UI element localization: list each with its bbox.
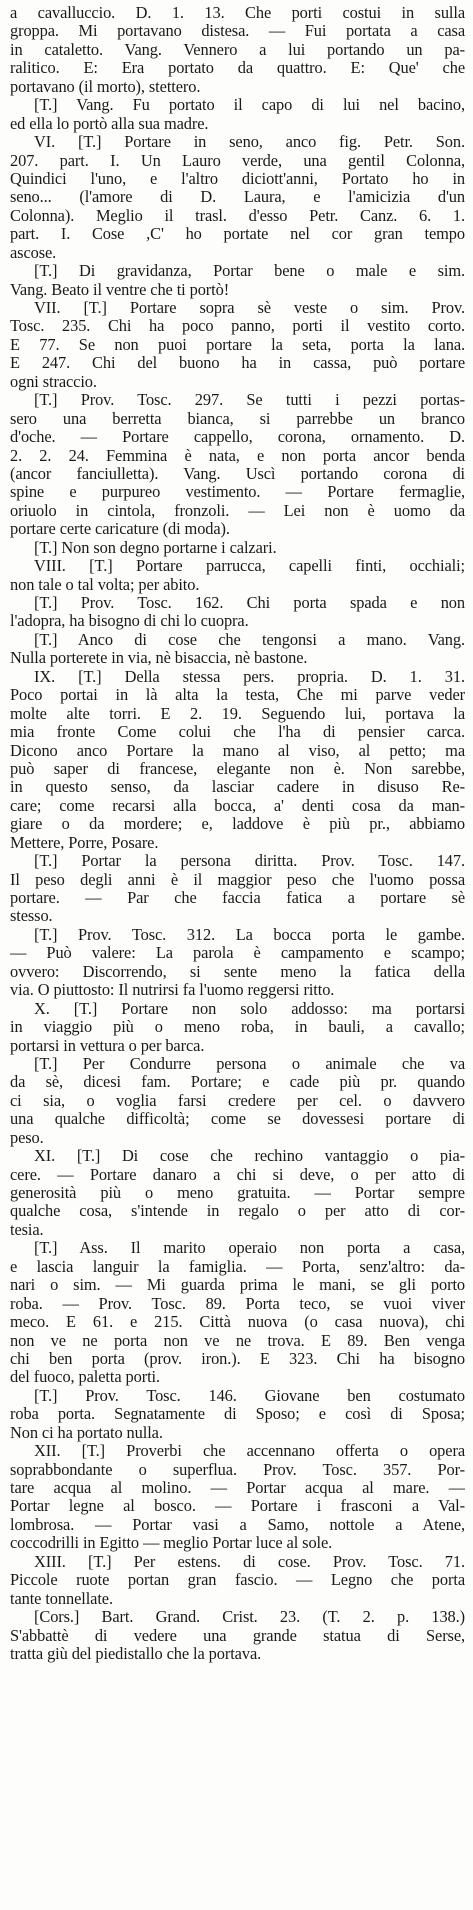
text-line: IX. [T.] Della stessa pers. propria. D. 1. 31. — [34, 667, 465, 686]
text-line: portavano (il morto), stettero. — [10, 77, 201, 96]
text-line: portare certe caricature (di moda). — [10, 520, 230, 539]
text-line: via. O piuttosto: Il nutrirsi fa l'uomo reggersi ritto. — [10, 981, 335, 1000]
text-line: [T.] Di gravidanza, Portar bene o male e sim. — [34, 262, 465, 281]
text-line: — Può valere: La parola è campamento e scampo; — [10, 944, 465, 963]
text-line: part. I. Cose ,C' ho portate nel cor gran tempo — [10, 225, 465, 244]
text-line: tesia. — [10, 1220, 44, 1239]
text-line: sero una berretta bianca, si parrebbe un branco — [10, 409, 465, 428]
text-line: Dicono anco Portare la mano al viso, al petto; ma — [10, 741, 465, 760]
text-line: meco. E 61. e 215. Città nuova (o casa nuova), chi — [10, 1313, 465, 1332]
text-line: mia fronte Come colui che l'ha di pensier carca. — [10, 723, 465, 742]
text-line: [T.] Prov. Tosc. 162. Chi porta spada e non — [34, 594, 465, 612]
text-line: oriuolo in cintola, fronzoli. — Lei non è uomo da — [10, 501, 465, 520]
text-line: non tale o tal volta; per abito. — [10, 575, 200, 594]
text-line: E 247. Chi del buono ha in cassa, può portare — [10, 354, 465, 373]
text-line: Mettere, Porre, Posare. — [10, 833, 159, 852]
text-line: [T.] Non son degno portarne i calzari. — [34, 538, 277, 557]
text-line: d'oche. — Portare cappello, corona, ornamento. D. — [10, 428, 465, 447]
text-line: l'adopra, ha bisogno di chi lo cuopra. — [10, 612, 249, 631]
text-line: X. [T.] Portare non solo addosso: ma portarsi — [34, 999, 465, 1018]
text-line: [Cors.] Bart. Grand. Crist. 23. (T. 2. p. 138.) — [34, 1608, 465, 1627]
text-line: peso. — [10, 1128, 44, 1147]
text-line: ascose. — [10, 243, 57, 262]
text-line: spine e purpureo vestimento. — Portare fermaglie, — [10, 483, 465, 502]
text-line: generosità più o meno gratuita. — Portar sempre — [10, 1184, 465, 1202]
text-line: [T.] Prov. Tosc. 297. Se tutti i pezzi portas- — [34, 391, 465, 410]
text-line: Vang. Beato il ventre che ti portò! — [10, 280, 230, 299]
text-line: ovvero: Discorrendo, si sente meno la fatica della — [10, 962, 465, 981]
text-line: 207. part. I. Un Lauro verde, una gentil Colonna, — [10, 151, 465, 170]
text-line: in viaggio più o meno roba, in bauli, a cavallo; — [10, 1018, 465, 1037]
text-line: E 77. Se non puoi portare la seta, porta la lana. — [10, 335, 465, 354]
text-line: Piccole ruote portan gran fascio. — Legno che porta — [10, 1571, 465, 1590]
text-line: tante tonnellate. — [10, 1589, 113, 1608]
text-line: Colonna). Meglio il trasl. d'esso Petr. Canz. 6. 1. — [10, 206, 465, 225]
text-line: VIII. [T.] Portare parrucca, capelli finti, occhiali; — [34, 557, 465, 576]
text-line: a cavalluccio. D. 1. 13. Che porti costui in sulla — [10, 4, 465, 22]
text-line: Tosc. 235. Chi ha poco panno, porti il vestito corto. — [10, 317, 465, 336]
text-line: Poco portai in là alta la testa, Che mi parve veder — [10, 686, 465, 705]
text-line: chi ben porta (prov. iron.). E 323. Chi ha bisogno — [10, 1349, 465, 1368]
text-line: nari o sim. — Mi guarda prima le mani, se gli porto — [10, 1276, 465, 1295]
text-line: roba. — Prov. Tosc. 89. Porta teco, se vuoi viver — [10, 1294, 465, 1313]
text-line: una qualche difficoltà; come se dovessesi portare di — [10, 1110, 465, 1129]
text-line: XII. [T.] Proverbi che accennano offerta o opera — [34, 1442, 465, 1461]
text-line: Portar legne al bosco. — Portare i frasconi a Val- — [10, 1497, 465, 1516]
text-line: tratta giù del piedistallo che la portava. — [10, 1644, 262, 1663]
text-line: molte alte torri. E 2. 19. Seguendo lui, portava la — [10, 704, 465, 723]
text-line: può saper di francese, elegante non è. Non sarebbe, — [10, 759, 465, 778]
text-line: Nulla porterete in via, nè bisaccia, nè bastone. — [10, 649, 308, 668]
text-line: ogni straccio. — [10, 372, 97, 391]
text-line: stesso. — [10, 907, 53, 926]
text-line: Non ci ha portato nulla. — [10, 1423, 163, 1442]
text-line: [T.] Prov. Tosc. 312. La bocca porta le gambe. — [34, 925, 465, 944]
text-line: e lascia languir la famiglia. — Porta, senz'altro: da- — [10, 1257, 465, 1276]
text-line: [T.] Prov. Tosc. 146. Giovane ben costumato — [34, 1386, 465, 1405]
text-line: care; come recarsi alla bocca, a' denti cosa da man- — [10, 796, 465, 815]
text-line: ci sia, o voglia farsi credere per cel. o davvero — [10, 1091, 465, 1110]
text-line: Il peso degli anni è il maggior peso che l'uomo possa — [10, 870, 465, 889]
text-line: ed ella lo portò alla sua madre. — [10, 114, 209, 133]
text-line: [T.] Ass. Il marito operaio non porta a casa, — [34, 1239, 465, 1258]
text-line: groppa. Mi portavano distesa. — Fui portata a casa — [10, 22, 465, 41]
text-line: del fuoco, paletta porti. — [10, 1368, 160, 1387]
text-line: giare o da mordere; e, laddove è più pr., abbiamo — [10, 815, 465, 834]
text-line: coccodrilli in Egitto — meglio Portar luce al sole. — [10, 1534, 333, 1553]
text-line: cere. — Portare danaro a chi si deve, o per atto di — [10, 1165, 465, 1184]
text-line: non ve ne porta non ve ne trova. E 89. Ben venga — [10, 1331, 465, 1350]
text-line: in cataletto. Vang. Vennero a lui portando un pa- — [10, 40, 465, 59]
text-line: [T.] Per Condurre persona o animale che va — [34, 1054, 465, 1073]
text-line: roba porta. Segnatamente di Sposo; e così di Sposa; — [10, 1405, 465, 1424]
text-line: [T.] Vang. Fu portato il capo di lui nel bacino, — [34, 96, 465, 115]
text-line: [T.] Portar la persona diritta. Prov. Tosc. 147. — [34, 852, 465, 871]
text-line: (ancor fanciulletta). Vang. Uscì portando corona di — [10, 464, 465, 483]
text-line: S'abbattè di vedere una grande statua di Serse, — [10, 1626, 465, 1645]
text-line: tare acqua al molino. — Portar acqua al mare. — — [10, 1479, 465, 1497]
text-line: portare. — Par che faccia fatica a portare sè — [10, 889, 465, 907]
text-line: [T.] Anco di cose che tengonsi a mano. Vang. — [34, 630, 465, 649]
text-line: ralitico. E: Era portato da quattro. E: Que' che — [10, 59, 465, 78]
text-line: lombrosa. — Portar vasi a Samo, nottole a Atene, — [10, 1515, 465, 1534]
text-line: da sè, dicesi fam. Portare; e cade più pr. quando — [10, 1073, 465, 1092]
text-line: qualche cosa, s'intende in regalo o per atto di cor- — [10, 1202, 465, 1221]
text-line: portarsi in vettura o per barca. — [10, 1036, 205, 1055]
text-line: XI. [T.] Di cose che rechino vantaggio o pia- — [34, 1147, 465, 1166]
text-line: Quindici l'uno, e l'altro diciott'anni, Portato ho in — [10, 169, 465, 188]
text-line: XIII. [T.] Per estens. di cose. Prov. Tosc. 71. — [34, 1552, 465, 1571]
text-line: seno... (l'amore di D. Laura, e l'amicizia d'un — [10, 188, 465, 207]
text-line: VI. [T.] Portare in seno, anco fig. Petr. Son. — [34, 133, 465, 152]
text-line: in questo senso, da lasciar cadere in disuso Re- — [10, 778, 465, 797]
text-line: soprabbondante o superflua. Prov. Tosc. 357. Por- — [10, 1460, 465, 1479]
text-line: VII. [T.] Portare sopra sè veste o sim. Prov. — [34, 299, 465, 317]
text-line: 2. 2. 24. Femmina è nata, e non porta ancor benda — [10, 446, 465, 465]
